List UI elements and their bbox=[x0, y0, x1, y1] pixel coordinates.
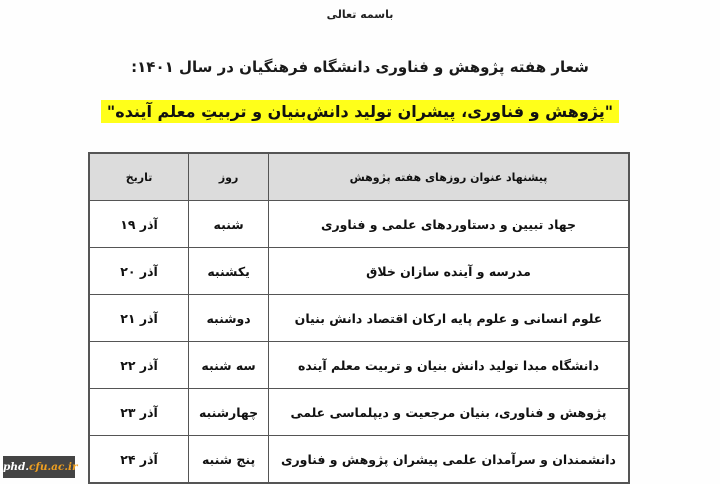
cell-title: مدرسه و آینده سازان خلاق bbox=[269, 248, 629, 295]
cell-date: آذر ۲۳ bbox=[89, 389, 189, 436]
watermark-prefix: phd. bbox=[3, 461, 29, 473]
cell-day: سه شنبه bbox=[189, 342, 269, 389]
cell-date: آذر ۲۰ bbox=[89, 248, 189, 295]
research-week-table bbox=[88, 152, 630, 484]
cell-date: آذر ۲۴ bbox=[89, 436, 189, 484]
cell-day: چهارشنبه bbox=[189, 389, 269, 436]
cell-day: شنبه bbox=[189, 201, 269, 248]
cell-day: پنج شنبه bbox=[189, 436, 269, 484]
table-row bbox=[89, 436, 629, 484]
cell-title: جهاد تبیین و دستاوردهای علمی و فناوری bbox=[269, 201, 629, 248]
column-header-day: روز bbox=[189, 153, 269, 201]
table-row bbox=[89, 295, 629, 342]
cell-date: آذر ۲۲ bbox=[89, 342, 189, 389]
slogan-container bbox=[0, 100, 720, 123]
watermark-domain: cfu.ac.ir bbox=[28, 461, 78, 473]
site-watermark bbox=[3, 456, 78, 478]
cell-title: دانشگاه مبدا تولید دانش بنیان و تربیت معلم آینده bbox=[269, 342, 629, 389]
cell-day: دوشنبه bbox=[189, 295, 269, 342]
cell-date: آذر ۱۹ bbox=[89, 201, 189, 248]
bismillah-heading: باسمه تعالی bbox=[326, 8, 394, 21]
cell-title: دانشمندان و سرآمدان علمی پیشران پژوهش و فناوری bbox=[269, 436, 629, 484]
table-header-row bbox=[89, 153, 629, 201]
table-row bbox=[89, 389, 629, 436]
slogan-intro: شعار هفته پژوهش و فناوری دانشگاه فرهنگیان در سال ۱۴۰۱: bbox=[131, 58, 589, 76]
table-row bbox=[89, 248, 629, 295]
table-row bbox=[89, 201, 629, 248]
cell-day: یکشنبه bbox=[189, 248, 269, 295]
slogan-highlighted: "پژوهش و فناوری، پیشران تولید دانش‌بنیان و تربیتِ معلم آینده" bbox=[101, 100, 619, 123]
column-header-title: پیشنهاد عنوان روزهای هفته پژوهش bbox=[269, 153, 629, 201]
cell-title: پژوهش و فناوری، بنیان مرجعیت و دیپلماسی علمی bbox=[269, 389, 629, 436]
cell-title: علوم انسانی و علوم پایه ارکان اقتصاد دانش بنیان bbox=[269, 295, 629, 342]
column-header-date: تاریخ bbox=[89, 153, 189, 201]
cell-date: آذر ۲۱ bbox=[89, 295, 189, 342]
table-row bbox=[89, 342, 629, 389]
